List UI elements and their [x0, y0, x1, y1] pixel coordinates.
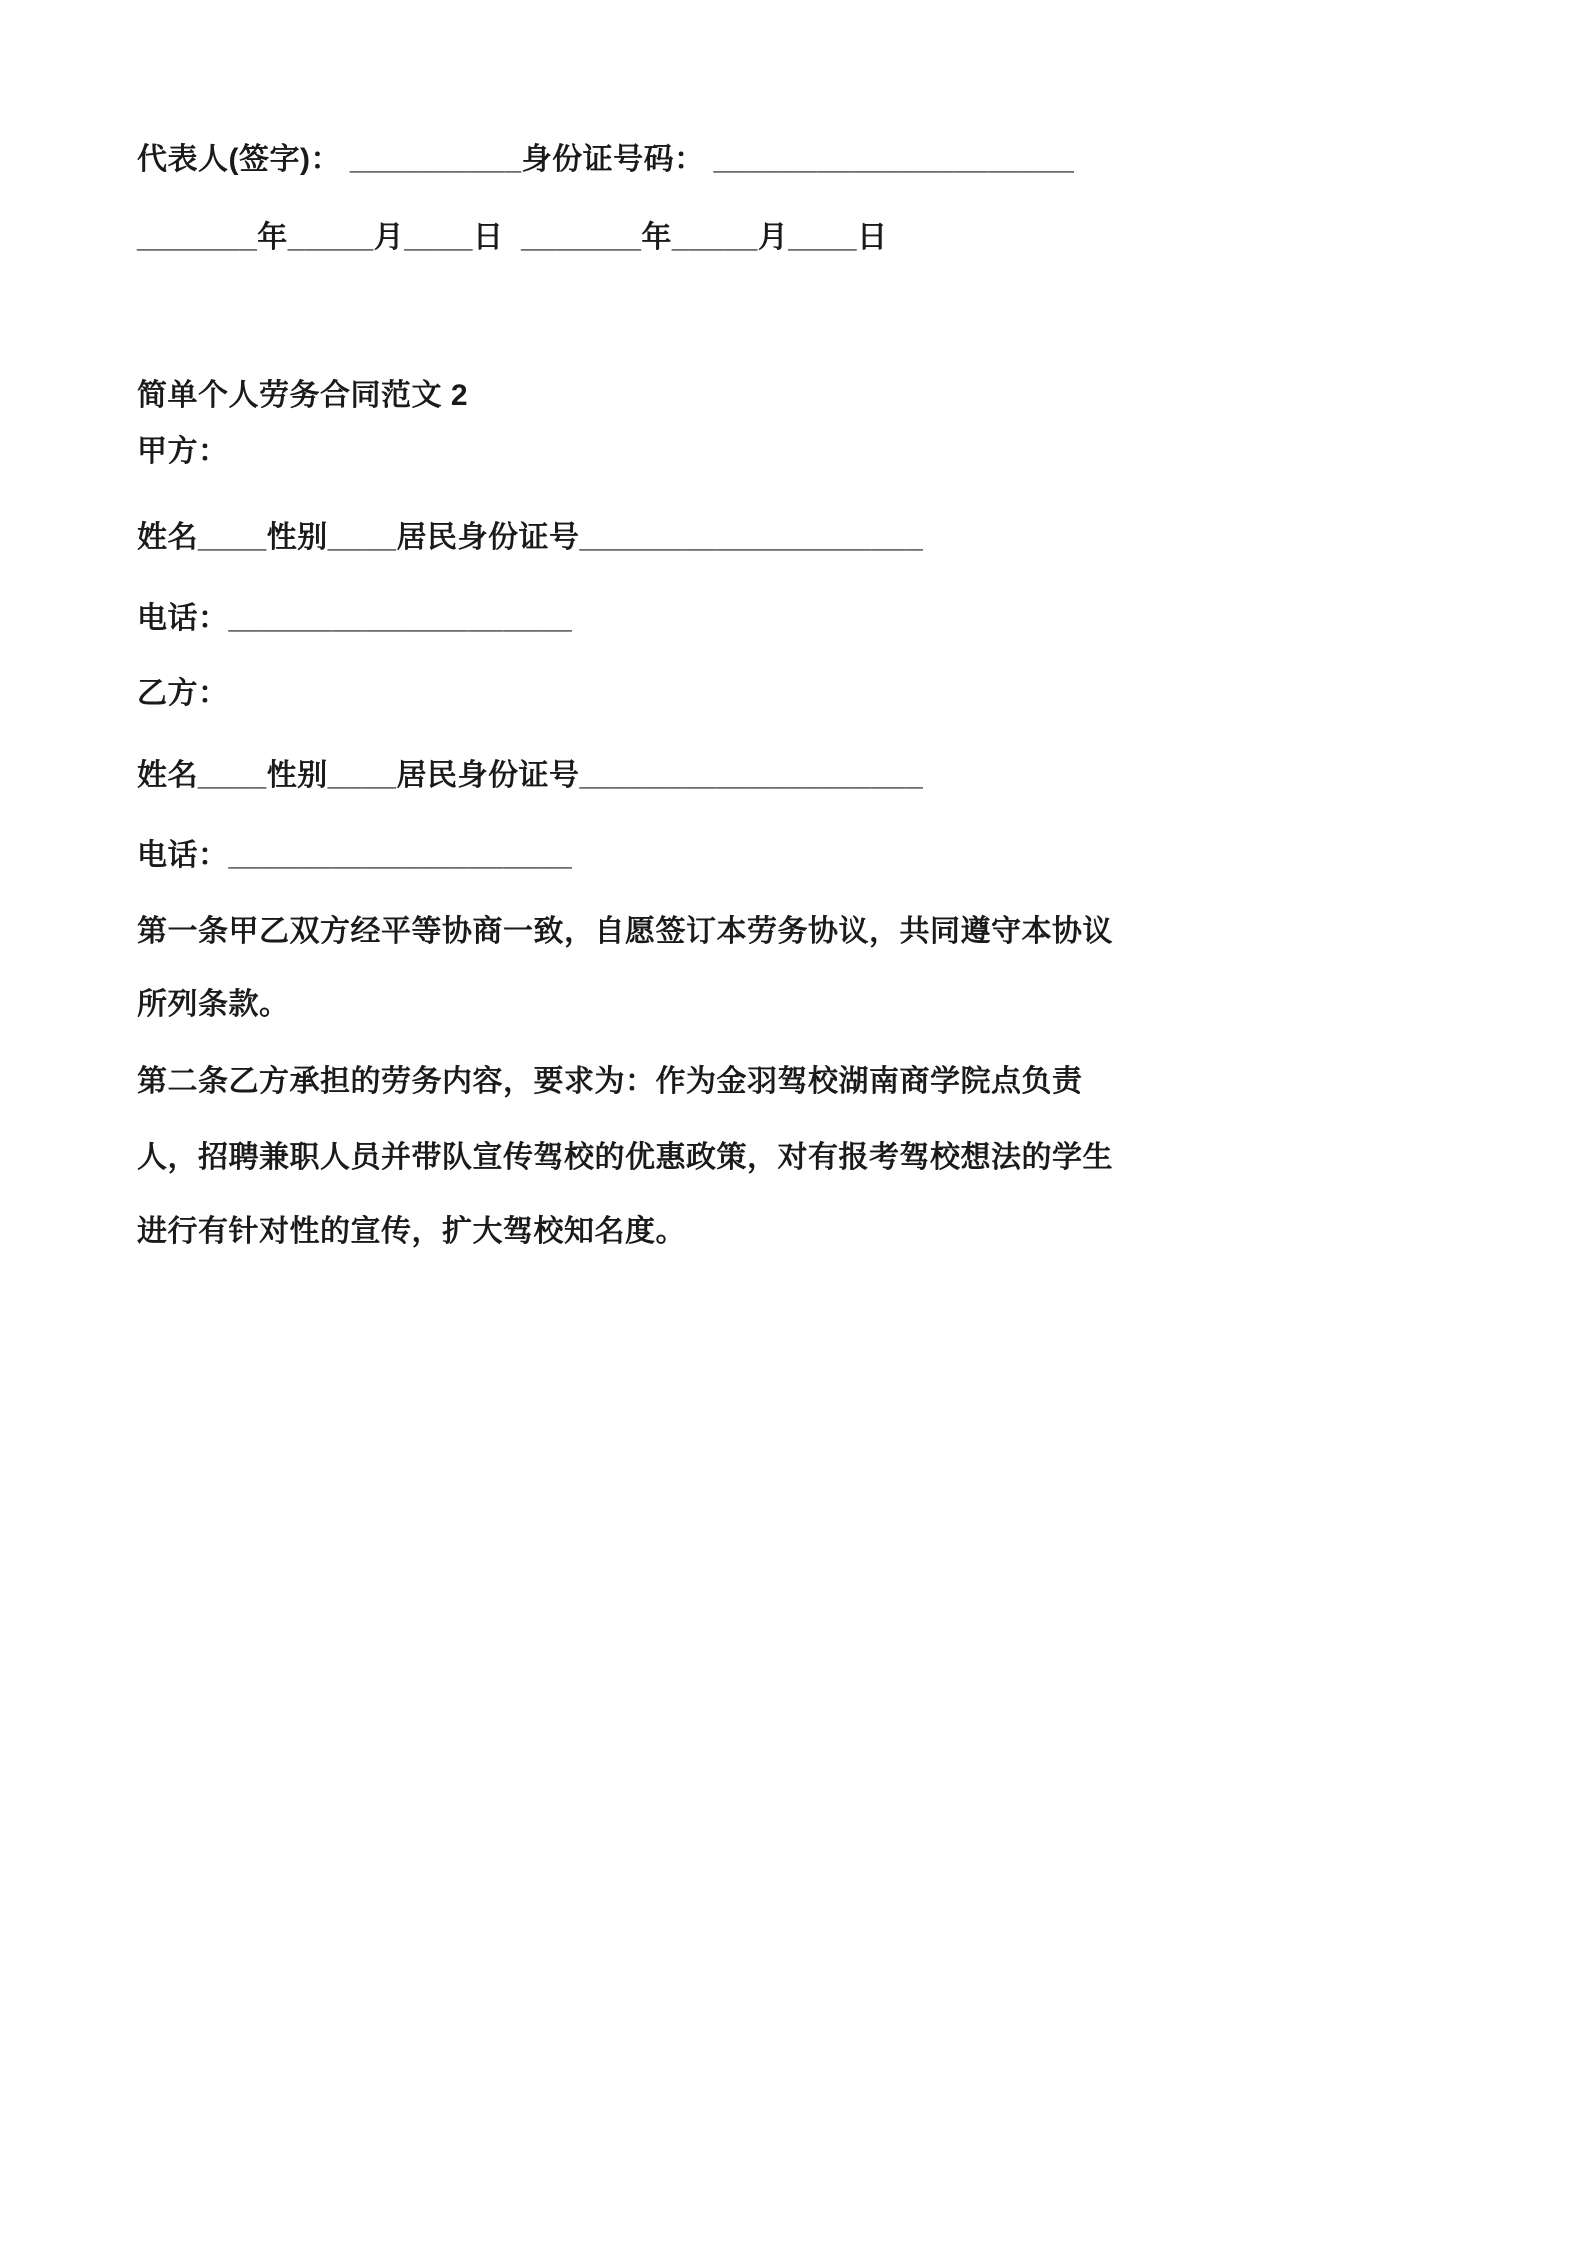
clause-1-line-1: 第一条甲乙双方经平等协商一致，自愿签订本劳务协议，共同遵守本协议	[137, 915, 1113, 948]
clause-2-line-3: 进行有针对性的宣传，扩大驾校知名度。	[137, 1215, 686, 1248]
party-a-label: 甲方：	[137, 435, 229, 468]
clause-2-line-1: 第二条乙方承担的劳务内容，要求为：作为金羽驾校湖南商学院点负责	[137, 1065, 1083, 1098]
section-title: 简单个人劳务合同范文 2	[137, 379, 469, 412]
party-b-name-line: 姓名____性别____居民身份证号____________________	[137, 759, 924, 792]
representative-signature-row: 代表人(签字)： __________身份证号码： _____________________	[137, 143, 1075, 176]
clause-2-line-2: 人，招聘兼职人员并带队宣传驾校的优惠政策，对有报考驾校想法的学生	[137, 1141, 1113, 1174]
party-a-name-line: 姓名____性别____居民身份证号____________________	[137, 521, 924, 554]
party-a-phone-line: 电话：____________________	[137, 602, 573, 635]
date-row: _______年_____月____日 _______年_____月____日	[137, 221, 888, 254]
party-b-label: 乙方：	[137, 677, 229, 710]
party-b-phone-line: 电话：____________________	[137, 839, 573, 872]
clause-1-line-2: 所列条款。	[137, 988, 290, 1021]
